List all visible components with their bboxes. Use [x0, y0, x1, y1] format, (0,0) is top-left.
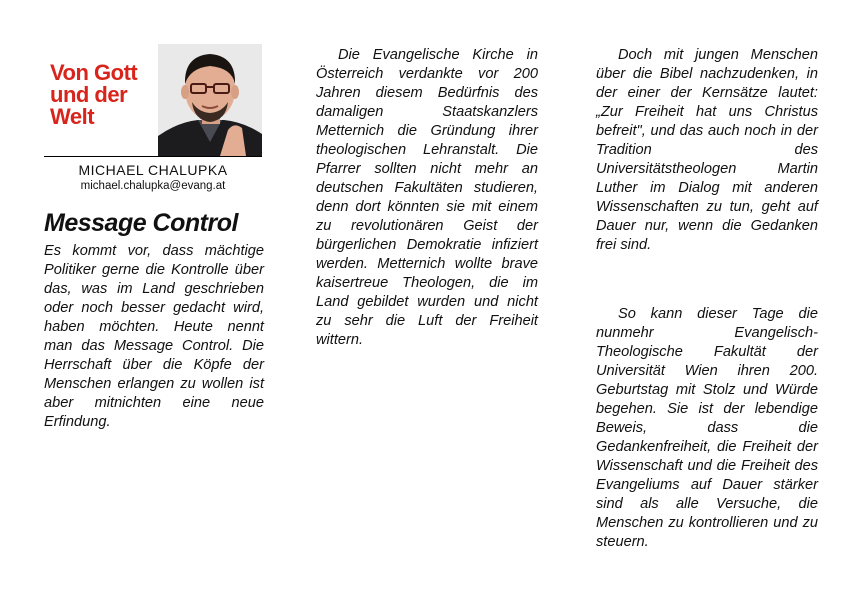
- paragraph-column-2: Die Evangelische Kirche in Österreich verdankte vor 200 Jahren diesem Bedürfnis des damaligen Staatskanzlers Metternich die Gründung ihrer theologischen Lehranstalt. Die Pfarrer sollten nicht mehr an deutschen Fakultäten studieren, denn dort könnten sie mit einem zu revolutionären Geist der bürgerlichen Demokratie infiziert werden. Metternich wollte brave kaisertreue Theologen, die im Land gebildet wurden und nicht zu sehr die Luft der Freiheit wittern.: [316, 47, 538, 348]
- author-portrait: [158, 44, 262, 156]
- headline: Message Control: [44, 209, 238, 237]
- paragraph-column-3a: Doch mit jungen Menschen über die Bibel nachzudenken, in der einer der Kernsätze lautet: „Zur Freiheit hat uns Christus befreit", und das auch noch in der Tradition des Universitätstheologen Martin Luther im Dialog mit anderen Wissenschaften zu tun, geht auf Dauer nur, wenn die Gedanken frei sind.: [596, 47, 818, 253]
- header-rule: [44, 156, 262, 157]
- column-header: [44, 44, 262, 158]
- paragraph-lead: Es kommt vor, dass mächtige Politiker gerne die Kontrolle über das, was im Land geschrieben oder noch besser gedacht wird, haben möchten. Heute nennt man das Message Control. Die Herrschaft über die Köpfe der Menschen erlangen zu wollen ist aber mitnichten eine neue Erfindung.: [44, 243, 264, 430]
- author-email: michael.chalupka@evang.at: [80, 180, 226, 192]
- column-title: Von Gott und der Welt: [50, 60, 138, 129]
- paragraph-column-3b: So kann dieser Tage die nunmehr Evangelisch-Theologische Fakultät der Universität Wien ihren 200. Geburtstag mit Stolz und Würde begehen. Sie ist der lebendige Beweis, dass die Gedankenfreiheit, die Freiheit der Wissenschaft und die Freiheit des Evangeliums auf Dauer stärker sind als alle Versuche, die Menschen zu kontrollieren und zu steuern.: [596, 306, 818, 550]
- author-name: MICHAEL CHALUPKA: [78, 162, 228, 178]
